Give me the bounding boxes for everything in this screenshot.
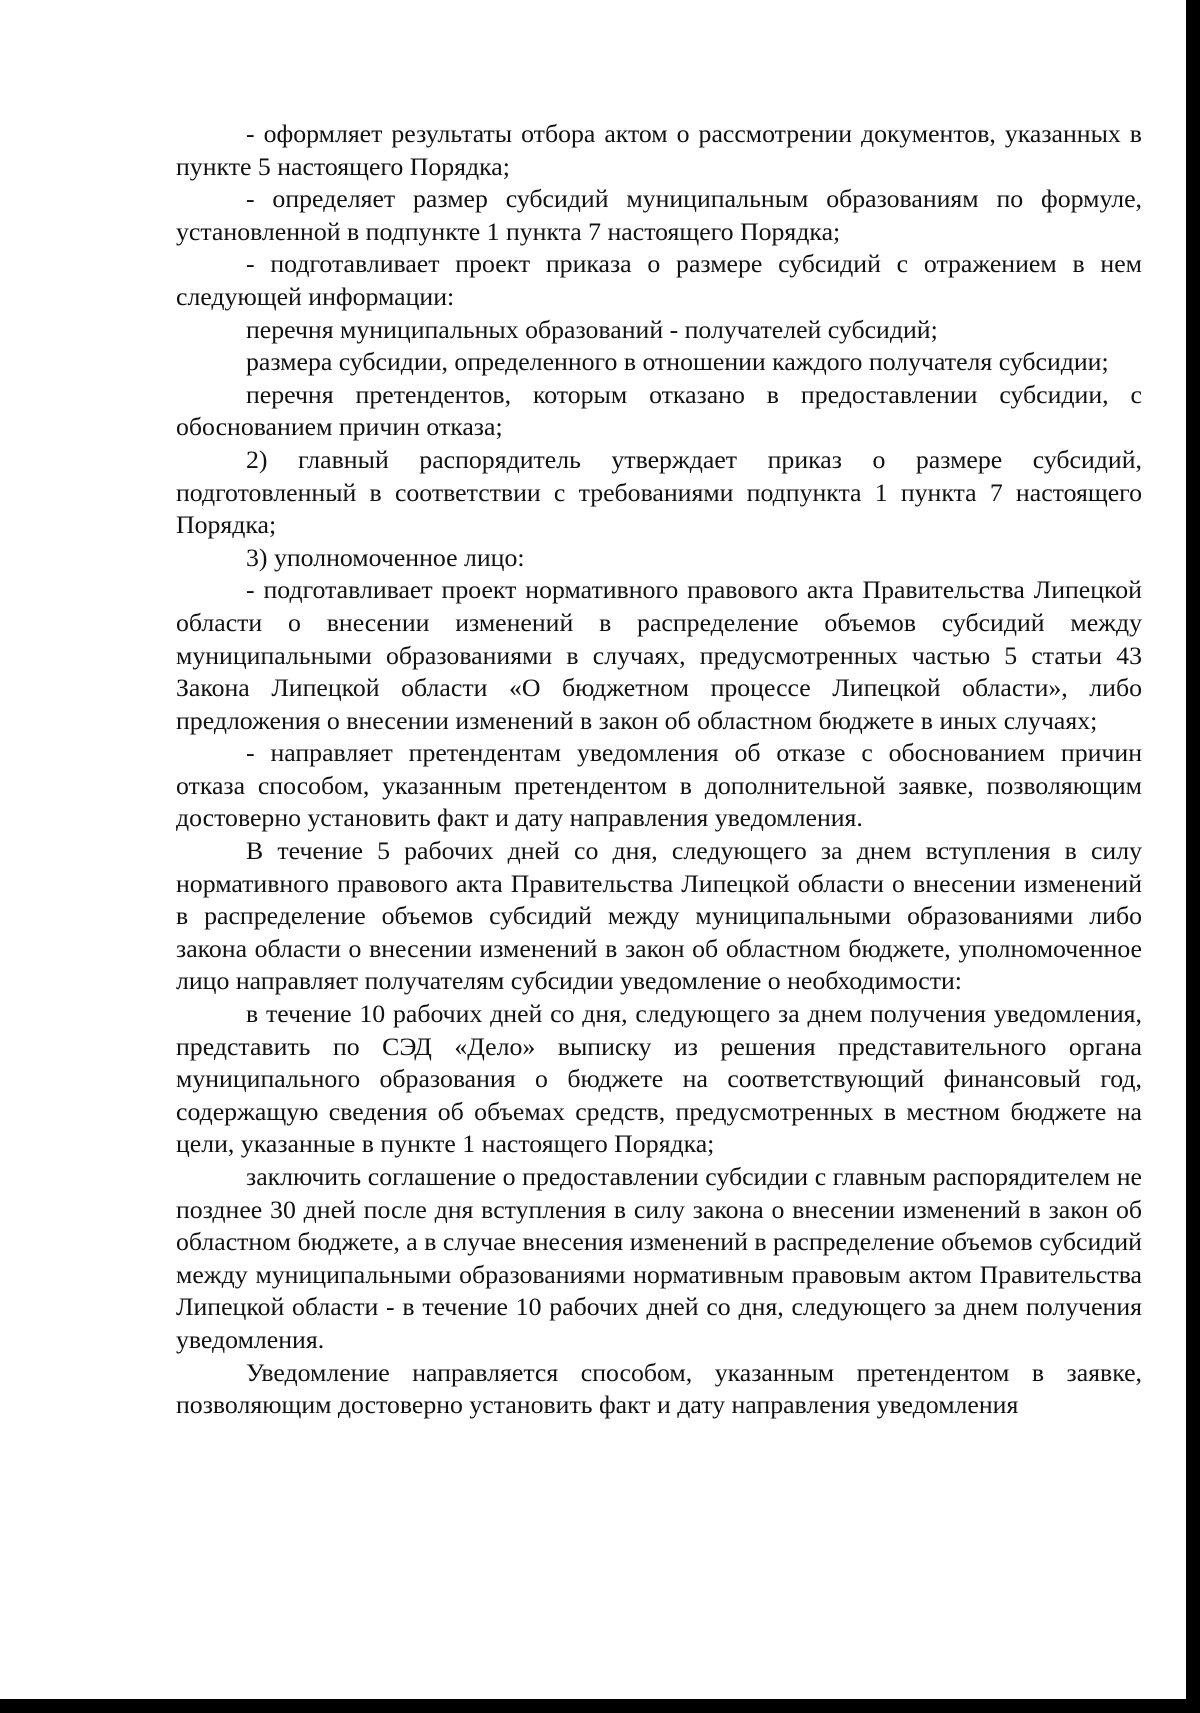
paragraph-3: - подготавливает проект приказа о размере субсидий с отражением в нем следующей информации: [176, 249, 1142, 311]
paragraph-9: - подготавливает проект нормативного правового акта Правительства Липецкой области о внесении изменений в распределение объемов субсидий между муниципальными образованиями в случаях, предусмотренных частью 5 статьи 43 Закона Липецкой области «О бюджетном процессе Липецкой области», либо предложения о внесении изменений в закон об областном бюджете в иных случаях; [176, 575, 1142, 735]
document-body [176, 118, 1142, 1422]
paragraph-7: 2) главный распорядитель утверждает приказ о размере субсидий, подготовленный в соответствии с требованиями подпункта 1 пункта 7 настоящего Порядка; [176, 444, 1142, 540]
paragraph-6: перечня претендентов, которым отказано в предоставлении субсидии, с обоснованием причин отказа; [176, 379, 1142, 442]
paragraph-1: - оформляет результаты отбора актом о рассмотрении документов, указанных в пункте 5 настоящего Порядка; [176, 119, 1142, 181]
paragraph-13: заключить соглашение о предоставлении субсидии с главным распорядителем не позднее 30 дней после дня вступления в силу закона о внесении изменений в закон об областном бюджете, а в случае внесения изменений в распределение объемов субсидий между муниципальными образованиями нормативным правовым актом Правительства Липецкой области - в течение 10 рабочих дней со дня, следующего за днем получения уведомления. [176, 1162, 1142, 1354]
paragraph-12: в течение 10 рабочих дней со дня, следующего за днем получения уведомления, представить по СЭД «Дело» выписку из решения представительного органа муниципального образования о бюджете на соответствующий финансовый год, содержащую сведения об объемах средств, предусмотренных в местном бюджете на цели, указанные в пункте 1 настоящего Порядка; [176, 999, 1142, 1159]
paragraph-4: перечня муниципальных образований - получателей субсидий; [246, 314, 938, 344]
paragraph-10: - направляет претендентам уведомления об отказе с обоснованием причин отказа способом, указанным претендентом в дополнительной заявке, позволяющим достоверно установить факт и дату направления уведомления. [176, 738, 1142, 833]
paragraph-8: 3) уполномоченное лицо: [246, 542, 525, 572]
paragraph-11: В течение 5 рабочих дней со дня, следующего за днем вступления в силу нормативного правового акта Правительства Липецкой области о внесении изменений в распределение объемов субсидий между муниципальными образованиями либо закона области о внесении изменений в закон об областном бюджете, уполномоченное лицо направляет получателям субсидии уведомление о необходимости: [176, 836, 1142, 996]
paragraph-2: - определяет размер субсидий муниципальным образованиям по формуле, установленной в подпункте 1 пункта 7 настоящего Порядка; [176, 184, 1142, 246]
scan-edge-bottom [0, 1699, 1200, 1713]
scan-edge-right [1186, 0, 1200, 1713]
paragraph-5: размера субсидии, определенного в отношении каждого получателя субсидии; [246, 347, 1109, 377]
paragraph-14: Уведомление направляется способом, указанным претендентом в заявке, позволяющим достоверно установить факт и дату направления уведомления [176, 1357, 1142, 1420]
